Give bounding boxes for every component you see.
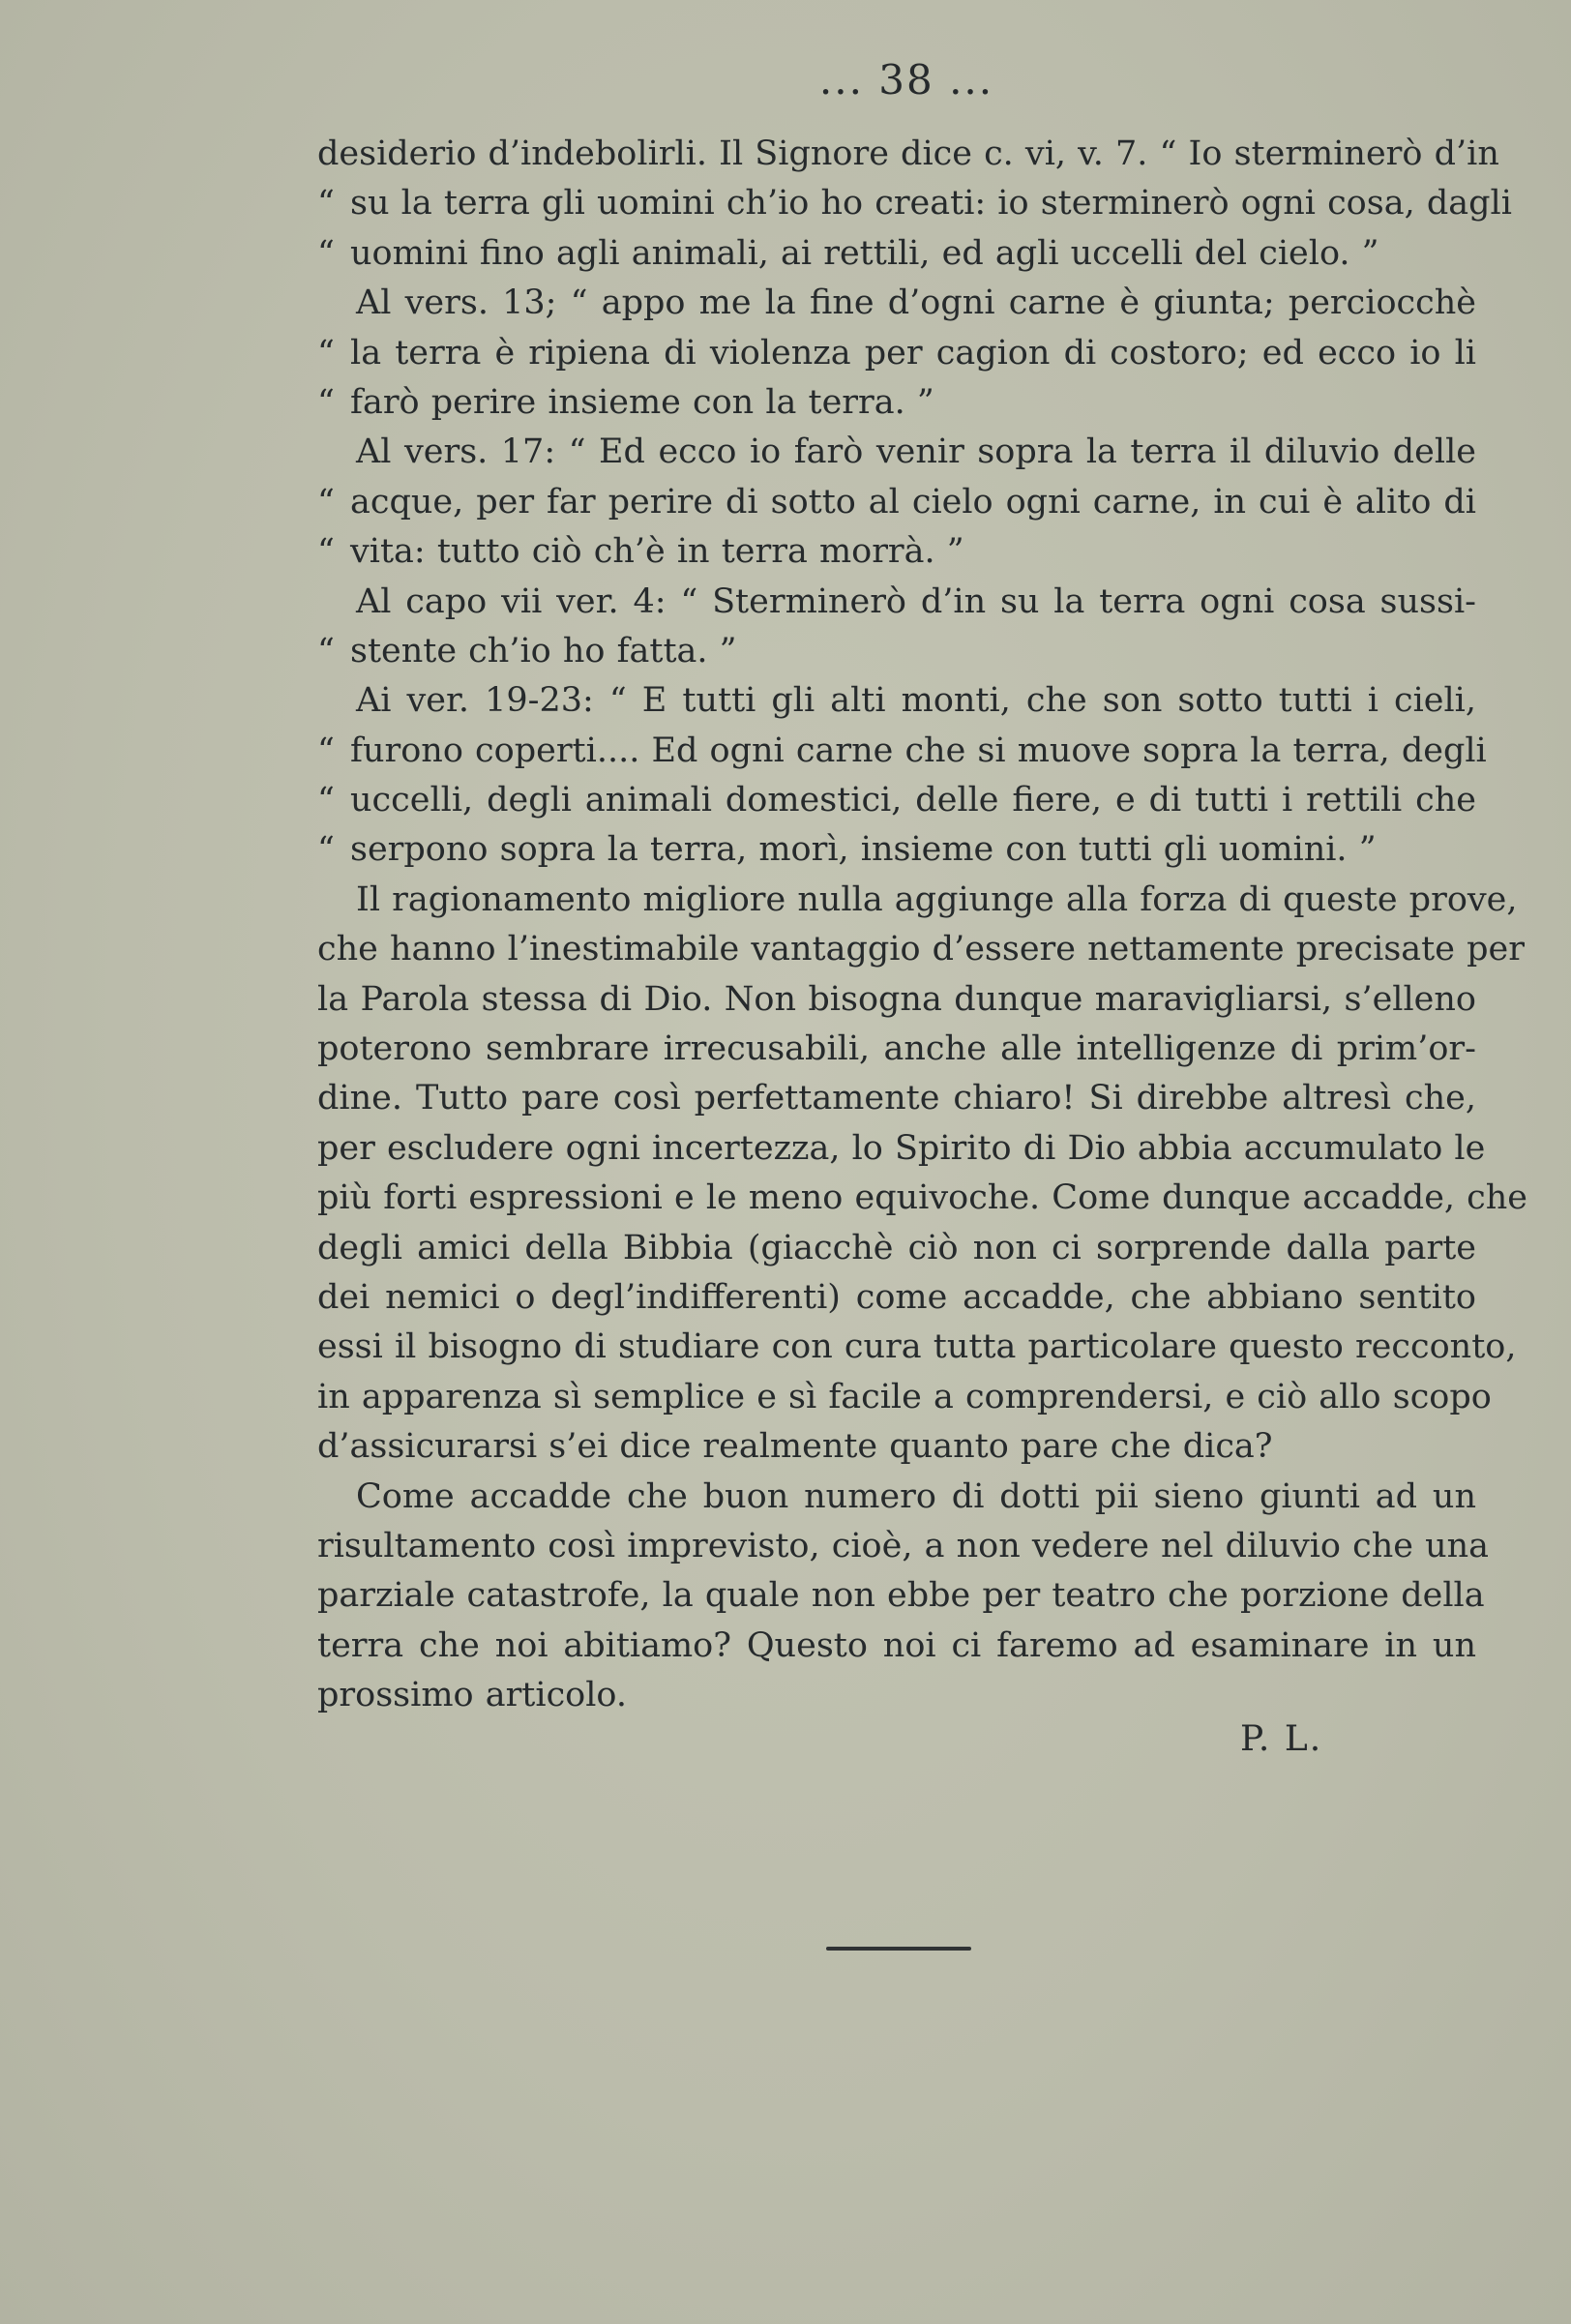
quote-mark: “	[317, 333, 335, 372]
line-text: Al capo vii ver. 4: “ Sterminerò d’in su la terra ogni cosa sussi-	[356, 581, 1476, 621]
text-line	[317, 1373, 1492, 1422]
text-line	[317, 527, 1476, 577]
quote-mark: “	[317, 382, 335, 422]
line-text: uomini fino agli animali, ai rettili, ed agli uccelli del cielo. ”	[350, 233, 1379, 273]
closing-rule	[826, 1947, 971, 1951]
line-text: dine. Tutto pare così perfettamente chiaro! Si direbbe altresì che,	[317, 1079, 1476, 1118]
text-line	[317, 378, 1476, 428]
line-text: Ai ver. 19-23: “ E tutti gli alti monti, che son sotto tutti i cieli,	[356, 681, 1476, 721]
text-line	[317, 727, 1487, 776]
text-line	[317, 279, 1476, 328]
line-text: più forti espressioni e le meno equivoche. Come dunque accadde, che	[317, 1178, 1528, 1218]
quote-mark: “	[317, 184, 335, 223]
line-text: Il ragionamento migliore nulla aggiunge alla forza di queste prove,	[356, 879, 1518, 919]
text-line	[317, 776, 1476, 825]
line-text: uccelli, degli animali domestici, delle fiere, e di tutti i rettili che	[350, 781, 1476, 820]
text-line	[317, 229, 1476, 279]
line-text: vita: tutto ciò ch’è in terra morrà. ”	[350, 532, 964, 572]
text-line	[317, 1174, 1528, 1223]
text-line	[317, 1124, 1486, 1174]
text-line	[317, 578, 1476, 627]
text-line	[317, 1323, 1517, 1372]
text-line	[317, 1422, 1476, 1472]
text-line	[317, 876, 1518, 925]
text-line	[317, 627, 1476, 676]
line-text: prossimo articolo.	[317, 1676, 628, 1715]
line-text: furono coperti.... Ed ogni carne che si muove sopra la terra, degli	[350, 730, 1487, 770]
text-line	[317, 130, 1499, 179]
text-line	[317, 179, 1512, 228]
quote-mark: “	[317, 233, 335, 273]
text-line	[317, 1224, 1476, 1273]
line-text: stente ch’io ho fatta. ”	[350, 631, 737, 670]
quote-mark: “	[317, 482, 335, 521]
line-text: la terra è ripiena di violenza per cagion di costoro; ed ecco io li	[350, 333, 1476, 372]
line-text: acque, per far perire di sotto al cielo ogni carne, in cui è alito di	[350, 482, 1476, 521]
line-text: farò perire insieme con la terra. ”	[350, 382, 934, 422]
line-text: risultamento così imprevisto, cioè, a non vedere nel diluvio che una	[317, 1526, 1490, 1565]
text-line	[317, 1074, 1476, 1123]
line-text: d’assicurarsi s’ei dice realmente quanto pare che dica?	[317, 1427, 1273, 1467]
line-text: Al vers. 17: “ Ed ecco io farò venir sopra la terra il diluvio delle	[356, 432, 1476, 472]
line-text: essi il bisogno di studiare con cura tutta particolare questo recconto,	[317, 1327, 1517, 1367]
line-text: degli amici della Bibbia (giacchè ciò non ci sorprende dalla parte	[317, 1228, 1476, 1267]
text-line	[317, 329, 1476, 378]
page-number: ... 38 ...	[818, 56, 994, 104]
text-line	[317, 676, 1476, 726]
line-text: terra che noi abitiamo? Questo noi ci faremo ad esaminare in un	[317, 1625, 1476, 1665]
quote-mark: “	[317, 730, 335, 770]
text-line	[317, 1622, 1476, 1671]
quote-mark: “	[317, 781, 335, 820]
line-text: Al vers. 13; “ appo me la fine d’ogni carne è giunta; perciocchè	[356, 283, 1476, 323]
text-line	[317, 478, 1476, 527]
line-text: poterono sembrare irrecusabili, anche alle intelligenze di prim’or-	[317, 1029, 1476, 1069]
line-text: per escludere ogni incertezza, lo Spirito di Dio abbia accumulato le	[317, 1128, 1486, 1168]
text-line	[317, 1571, 1485, 1621]
quote-mark: “	[317, 631, 335, 670]
line-text: la Parola stessa di Dio. Non bisogna dunque maravigliarsi, s’elleno	[317, 979, 1476, 1019]
line-text: Come accadde che buon numero di dotti pii sieno giunti ad un	[356, 1476, 1476, 1516]
text-line	[317, 1025, 1476, 1074]
line-text: che hanno l’inestimabile vantaggio d’essere nettamente precisate per	[317, 930, 1525, 969]
author-signature: P. L.	[1240, 1719, 1323, 1759]
body-text	[317, 130, 1528, 1721]
line-text: in apparenza sì semplice e sì facile a comprendersi, e ciò allo scopo	[317, 1377, 1492, 1416]
line-text: serpono sopra la terra, morì, insieme con tutti gli uomini. ”	[350, 830, 1377, 870]
quote-mark: “	[317, 532, 335, 572]
line-text: su la terra gli uomini ch’io ho creati: io sterminerò ogni cosa, dagli	[350, 184, 1512, 223]
text-line	[317, 1671, 1476, 1720]
text-line	[317, 825, 1476, 875]
quote-mark: “	[317, 830, 335, 870]
line-text: desiderio d’indebolirli. Il Signore dice c. vi, v. 7. “ Io sterminerò d’in	[317, 134, 1499, 173]
line-text: dei nemici o degl’indifferenti) come accadde, che abbiano sentito	[317, 1277, 1476, 1317]
text-line	[317, 975, 1476, 1025]
text-line	[317, 428, 1476, 477]
text-line	[317, 1473, 1476, 1522]
text-line	[317, 925, 1525, 974]
text-line	[317, 1273, 1476, 1323]
text-line	[317, 1522, 1490, 1571]
line-text: parziale catastrofe, la quale non ebbe per teatro che porzione della	[317, 1576, 1485, 1616]
